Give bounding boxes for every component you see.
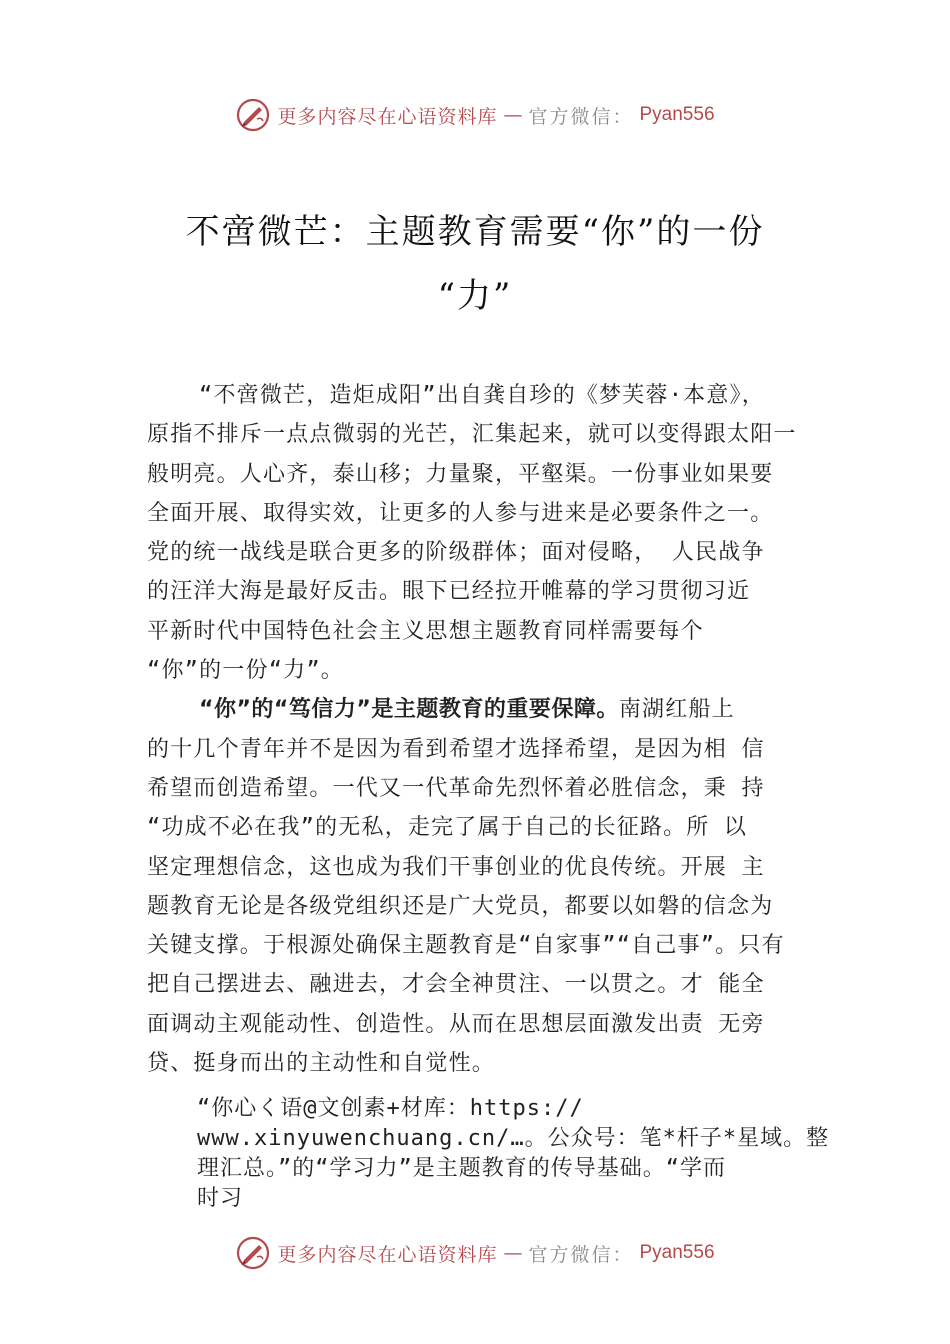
banner-site-text: 更多内容尽在心语资料库: [277, 1243, 498, 1266]
title-line-2: “力”: [437, 276, 513, 316]
paragraph-line: 全面开展、取得实效，让更多的人参与进来是必要条件之一。: [147, 500, 774, 526]
footnote-line: 时习: [197, 1186, 244, 1211]
banner-dash: —: [503, 104, 523, 126]
paragraph-line: 把自己摆进去、融进去，才会全神贯注、一以贯之。才 能全: [147, 972, 765, 998]
paragraph-line: 原指不排斥一点点微弱的光芒，汇集起来，就可以变得跟太阳一: [147, 422, 797, 448]
paragraph-line: 题教育无论是各级党组织还是广大党员，都要以如磐的信念为: [147, 893, 774, 919]
paragraph-line: 般明亮。人心齐，泰山移；力量聚，平壑渠。一份事业如果要: [147, 461, 774, 487]
pen-logo-icon: [235, 97, 271, 133]
banner-label: 官方微信：: [528, 105, 634, 128]
paragraph-line: 面调动主观能动性、创造性。从而在思想层面激发出责 无旁: [147, 1011, 765, 1037]
document-title: [0, 200, 950, 328]
paragraph-line: 希望而创造希望。一代又一代革命先烈怀着必胜信念，秉 持: [147, 775, 765, 801]
paragraph-line: 贷、挺身而出的主动性和自觉性。: [147, 1051, 496, 1077]
paragraph-2-first-rest: 南湖红船上: [618, 697, 735, 723]
footer-banner: [0, 1233, 950, 1273]
banner-wechat-id: Pyan556: [639, 1242, 715, 1263]
paragraph-line: 的汪洋大海是最好反击。眼下已经拉开帷幕的学习贯彻习近: [147, 579, 751, 605]
paragraph-2-lead: “你”的“笃信力”是主题教育的重要保障。: [199, 697, 619, 723]
banner-dash: —: [503, 1242, 523, 1264]
paragraph-line: “你”的一份“力”。: [147, 658, 344, 684]
paragraph-line: “功成不必在我”的无私，走完了属于自己的长征路。所 以: [147, 815, 748, 841]
footnote-line: www.xinyuwenchuang.cn/…。公众号：笔*杆子*星域。整: [197, 1126, 830, 1151]
paragraph-line: 关键支撑。于根源处确保主题教育是“自家事”“自己事”。只有: [147, 933, 785, 959]
banner-label: 官方微信：: [528, 1243, 634, 1266]
banner-site-text: 更多内容尽在心语资料库: [277, 105, 498, 128]
paragraph-line: 的十几个青年并不是因为看到希望才选择希望，是因为相 信: [147, 736, 765, 762]
paragraph-line: 党的统一战线是联合更多的阶级群体；面对侵略， 人民战争: [147, 540, 765, 566]
footnote-line: 理汇总。”的“学习力”是主题教育的传导基础。“学而: [197, 1156, 726, 1181]
banner-wechat-id: Pyan556: [639, 104, 715, 125]
paragraph-line: 坚定理想信念，这也成为我们干事创业的优良传统。开展 主: [147, 854, 765, 880]
document-body: [147, 376, 837, 1083]
paragraph-line: 平新时代中国特色社会主义思想主题教育同样需要每个: [147, 618, 704, 644]
paragraph-line: “不啻微芒，造炬成阳”出自龚自珍的《梦芙蓉·本意》，: [199, 383, 765, 408]
title-line-1: 不啻微芒：主题教育需要“你”的一份: [185, 212, 765, 252]
pen-logo-icon: [235, 1235, 271, 1271]
paragraph-2-first-line: [147, 690, 837, 729]
header-banner: [0, 95, 950, 135]
footnote-line: “你心く语@文创素+材库：https://: [197, 1096, 584, 1121]
footnote-block: [197, 1094, 837, 1214]
